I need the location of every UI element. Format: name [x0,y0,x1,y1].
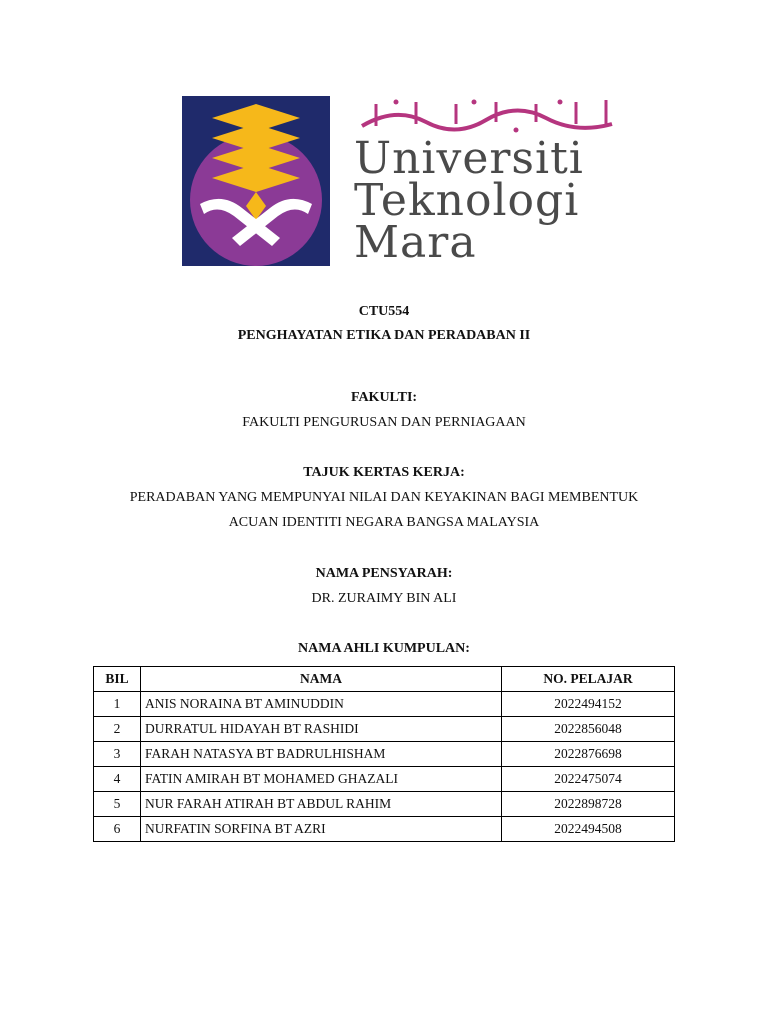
course-name: PENGHAYATAN ETIKA DAN PERADABAN II [237,328,531,343]
cell-no-pelajar: 2022475074 [502,767,675,792]
university-logo [182,96,622,268]
paper-title-line-1: PERADABAN YANG MEMPUNYAI NILAI DAN KEYAKINAN BAGI MEMBENTUK [129,490,639,505]
course-code: CTU554 [358,304,410,319]
table-row [94,817,675,842]
cell-bil: 3 [94,742,141,767]
cell-bil: 4 [94,767,141,792]
lecturer-label: NAMA PENSYARAH: [315,566,453,581]
cell-nama: NUR FARAH ATIRAH BT ABDUL RAHIM [141,792,502,817]
table-row [94,742,675,767]
cell-no-pelajar: 2022898728 [502,792,675,817]
uitm-crest-icon [182,96,330,266]
faculty-label: FAKULTI: [350,390,418,405]
cell-nama: NURFATIN SORFINA BT AZRI [141,817,502,842]
lecturer-name: DR. ZURAIMY BIN ALI [311,591,457,606]
cell-bil: 1 [94,692,141,717]
table-row [94,792,675,817]
cell-bil: 6 [94,817,141,842]
university-wordmark [354,133,584,268]
cell-nama: ANIS NORAINA BT AMINUDDIN [141,692,502,717]
cell-bil: 2 [94,717,141,742]
jawi-wordmark-icon [356,96,618,134]
cell-no-pelajar: 2022494152 [502,692,675,717]
cell-nama: FARAH NATASYA BT BADRULHISHAM [141,742,502,767]
table-header-row [94,667,675,692]
wordmark-line-2: Teknologi [354,175,580,226]
paper-title-line-2: ACUAN IDENTITI NEGARA BANGSA MALAYSIA [228,515,540,530]
paper-title-label: TAJUK KERTAS KERJA: [303,465,465,480]
table-row [94,767,675,792]
members-table [93,666,675,842]
cell-nama: DURRATUL HIDAYAH BT RASHIDI [141,717,502,742]
table-row [94,717,675,742]
header-no-pelajar: NO. PELAJAR [502,667,675,692]
cell-nama: FATIN AMIRAH BT MOHAMED GHAZALI [141,767,502,792]
cell-no-pelajar: 2022876698 [502,742,675,767]
wordmark-line-3: Mara [354,217,477,268]
wordmark-line-1: Universiti [354,133,584,184]
header-bil: BIL [94,667,141,692]
faculty-value: FAKULTI PENGURUSAN DAN PERNIAGAAN [242,415,526,430]
cell-no-pelajar: 2022494508 [502,817,675,842]
cell-bil: 5 [94,792,141,817]
members-label: NAMA AHLI KUMPULAN: [298,641,470,656]
table-row [94,692,675,717]
cell-no-pelajar: 2022856048 [502,717,675,742]
header-nama: NAMA [141,667,502,692]
